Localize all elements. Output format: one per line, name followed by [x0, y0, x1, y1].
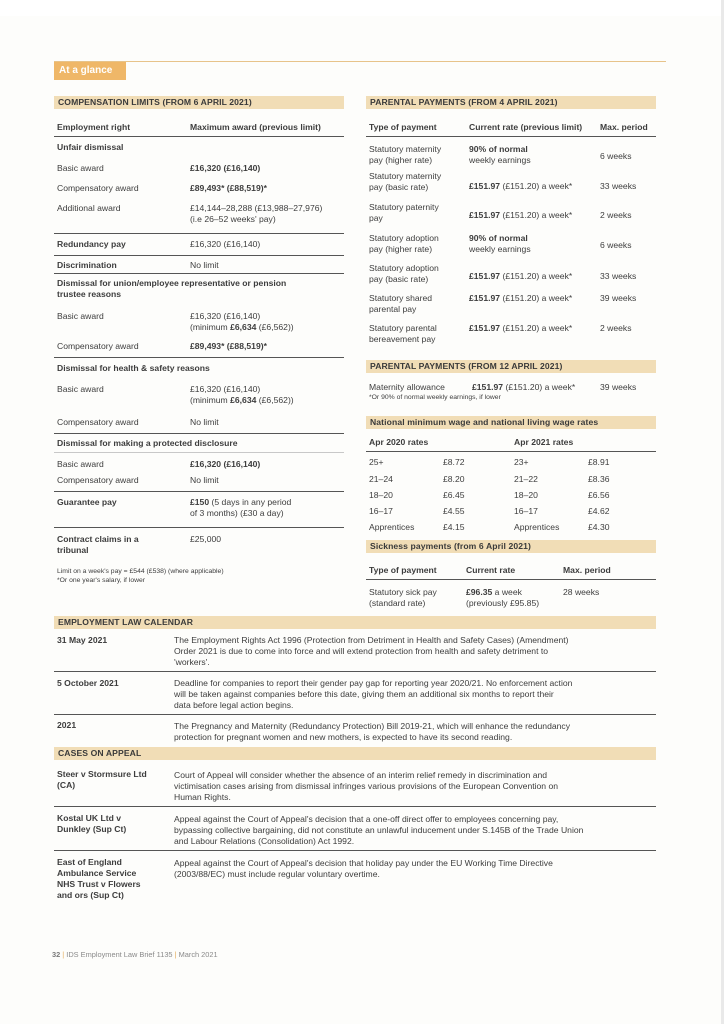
case-text-line3: Human Rights.: [174, 792, 231, 802]
badge-label: At a glance: [59, 65, 113, 76]
union-dismissal-title: Dismissal for union/employee representative or pension: [57, 278, 287, 288]
minwage-2020-rate: £6.45: [443, 490, 465, 500]
publication-name: IDS Employment Law Brief 1135: [66, 950, 173, 959]
ssp-rate: [466, 587, 522, 598]
rate-previous: (£151.20) a week*: [503, 382, 576, 392]
rule: [54, 273, 344, 274]
min-prefix: (minimum: [190, 395, 231, 405]
page-footer: [52, 950, 218, 959]
discrimination-value: No limit: [190, 260, 219, 270]
rule: [54, 671, 656, 672]
case-name: East of England: [57, 857, 122, 867]
ssp-period: 28 weeks: [563, 587, 600, 597]
rate-amount: £151.97: [469, 210, 501, 220]
parental-row-type: Statutory parental: [369, 323, 437, 333]
parental-row-type-line2: pay (higher rate): [369, 244, 433, 254]
sickness-col-type: Type of payment: [369, 565, 437, 575]
parental-row-rate-line2: weekly earnings: [469, 155, 531, 165]
pd-compensatory-label: Compensatory award: [57, 475, 139, 485]
rate-amount: £96.35: [466, 587, 493, 597]
discrimination-label: Discrimination: [57, 260, 117, 270]
ssp-rate-previous: (previously £95.85): [466, 598, 540, 608]
calendar-date: 2021: [57, 720, 77, 730]
rule: [54, 527, 344, 528]
calendar-text: The Pregnancy and Maternity (Redundancy Protection) Bill 2019-21, which will enhance the redundancy: [174, 721, 571, 731]
pd-basic-award-label: Basic award: [57, 459, 104, 469]
contract-claims-value: £25,000: [190, 534, 222, 544]
rate-amount: £151.97: [469, 323, 501, 333]
minwage-2021-rate: £4.62: [588, 506, 610, 516]
min-prefix: (minimum: [190, 322, 231, 332]
parental-col-rate: Current rate (previous limit): [469, 122, 583, 132]
hs-compensatory-label: Compensatory award: [57, 417, 139, 427]
pd-basic-award-value: £16,320 (£16,140): [190, 459, 261, 469]
parental-row-rate: [469, 210, 572, 221]
union-compensatory-label: Compensatory award: [57, 341, 139, 351]
rule: [366, 451, 656, 452]
parental-row-rate: [469, 233, 528, 244]
minwage-2021-age: 21–22: [514, 474, 538, 484]
parental-row-period: 33 weeks: [600, 271, 637, 281]
min-previous: (£6,562)): [256, 395, 294, 405]
parental-row-period: 33 weeks: [600, 181, 637, 191]
min-amount: £6,634: [230, 322, 257, 332]
minwage-2020-age: 21–24: [369, 474, 393, 484]
additional-award-value: £14,144–28,288 (£13,988–27,976): [190, 203, 323, 213]
hs-basic-award-label: Basic award: [57, 384, 104, 394]
rule: [54, 433, 344, 434]
parental-row-period: 2 weeks: [600, 323, 632, 333]
parental-col-type: Type of payment: [369, 122, 437, 132]
calendar-text-line2: Order 2021 is due to come into force and will extend protection from health and safety detriment to: [174, 646, 549, 656]
minwage-header-2021: Apr 2021 rates: [514, 437, 574, 447]
rule: [54, 255, 344, 256]
parental12-section-title: PARENTAL PAYMENTS (FROM 12 APRIL 2021): [366, 360, 656, 373]
case-text-line2: bypassing collective bargaining, did not constitute an unlawful inducement under S.145B of the Trade Union: [174, 825, 584, 835]
parental-row-type: Statutory shared: [369, 293, 433, 303]
case-text-line2: (2003/88/EC) must include regular voluntary overtime.: [174, 869, 380, 879]
issue-date: March 2021: [178, 950, 218, 959]
guarantee-pay-label: Guarantee pay: [57, 497, 117, 507]
sickness-col-rate: Current rate: [466, 565, 516, 575]
min-amount: £6,634: [230, 395, 257, 405]
min-previous: (£6,562)): [256, 322, 294, 332]
union-compensatory-value: £89,493* (£88,519)*: [190, 341, 267, 351]
parental-row-period: 39 weeks: [600, 293, 637, 303]
guarantee-pay-value: [190, 497, 291, 508]
minwage-2020-rate: £8.20: [443, 474, 465, 484]
rule: [54, 357, 344, 358]
rule: [54, 806, 656, 807]
minwage-2020-rate: £8.72: [443, 457, 465, 467]
redundancy-pay-label: Redundancy pay: [57, 239, 126, 249]
header-rule: [54, 61, 666, 62]
maternity-allowance-period: 39 weeks: [600, 382, 637, 392]
rate-previous: (£151.20) a week*: [500, 323, 573, 333]
maternity-allowance-label: Maternity allowance: [369, 382, 445, 392]
minwage-2020-age: 16–17: [369, 506, 393, 516]
calendar-section-title: EMPLOYMENT LAW CALENDAR: [54, 616, 656, 629]
union-dismissal-title-line2: trustee reasons: [57, 289, 122, 299]
minwage-2020-age: Apprentices: [369, 522, 415, 532]
guarantee-period: (5 days in any period: [209, 497, 292, 507]
hs-compensatory-value: No limit: [190, 417, 219, 427]
parental-row-rate: [469, 144, 528, 155]
parental-row-type-line2: pay (basic rate): [369, 182, 429, 192]
case-text: Appeal against the Court of Appeal's decision that a one-off direct offer to employees concerning pay,: [174, 814, 559, 824]
rate-amount: £151.97: [469, 293, 501, 303]
minwage-2021-age: 16–17: [514, 506, 538, 516]
parental-row-type: Statutory maternity: [369, 171, 442, 181]
parental-row-type: Statutory adoption: [369, 263, 439, 273]
calendar-text-line2: will be taken against companies before this date, giving them an additional six months to report their: [174, 689, 554, 699]
rate-amount: £151.97: [472, 382, 504, 392]
rate-line1: 90% of normal: [469, 144, 528, 154]
calendar-text: Deadline for companies to report their gender pay gap for reporting year 2020/21. No enforcement action: [174, 678, 573, 688]
union-basic-award-label: Basic award: [57, 311, 104, 321]
hs-dismissal-title: Dismissal for health & safety reasons: [57, 363, 210, 373]
parental-section-title: PARENTAL PAYMENTS (FROM 4 APRIL 2021): [366, 96, 656, 109]
parental-row-rate: [469, 293, 572, 304]
comp-col-header-right: Employment right: [57, 122, 131, 132]
salary-note: *Or one year's salary, if lower: [57, 577, 146, 584]
compensation-section-title: COMPENSATION LIMITS (FROM 6 APRIL 2021): [54, 96, 344, 109]
hs-basic-award-value: £16,320 (£16,140): [190, 384, 261, 394]
contract-claims-label: Contract claims in a: [57, 534, 139, 544]
minwage-2021-rate: £8.91: [588, 457, 610, 467]
rate-previous: (£151.20) a week*: [500, 181, 573, 191]
parental-row-type-line2: pay: [369, 213, 383, 223]
minwage-2020-rate: £4.55: [443, 506, 465, 516]
calendar-date: 31 May 2021: [57, 635, 108, 645]
hs-basic-award-minimum: [190, 395, 294, 406]
case-name-line2: (CA): [57, 780, 76, 790]
rule: [54, 452, 344, 453]
parental-row-type: Statutory maternity: [369, 144, 442, 154]
rate-amount: £151.97: [469, 181, 501, 191]
footer-separator: |: [174, 950, 177, 959]
minwage-2021-age: Apprentices: [514, 522, 560, 532]
redundancy-pay-value: £16,320 (£16,140): [190, 239, 261, 249]
calendar-text-line2: protection for pregnant women and new mothers, is expected to have its second reading.: [174, 732, 513, 742]
compensatory-award-label: Compensatory award: [57, 183, 139, 193]
unfair-dismissal-label: Unfair dismissal: [57, 142, 124, 152]
case-text: Appeal against the Court of Appeal's decision that holiday pay under the EU Working Time Directive: [174, 858, 553, 868]
case-name-line3: NHS Trust v Flowers: [57, 879, 141, 889]
guarantee-pay-value-line2: of 3 months) (£30 a day): [190, 508, 284, 518]
rule: [54, 136, 344, 137]
case-name: Kostal UK Ltd v: [57, 813, 121, 823]
guarantee-amount: £150: [190, 497, 210, 507]
sickness-section-title: Sickness payments (from 6 April 2021): [366, 540, 656, 553]
minwage-2021-rate: £6.56: [588, 490, 610, 500]
parental-row-type-line2: bereavement pay: [369, 334, 436, 344]
ssp-type: Statutory sick pay: [369, 587, 437, 597]
calendar-text: The Employment Rights Act 1996 (Protection from Detriment in Health and Safety Cases) (Amendment): [174, 635, 569, 645]
rule: [54, 491, 344, 492]
rule: [54, 714, 656, 715]
parental-col-period: Max. period: [600, 122, 648, 132]
at-a-glance-badge: [54, 62, 126, 80]
weeks-pay-limit-note: Limit on a week's pay = £544 (£538) (where applicable): [57, 568, 224, 575]
minwage-section-title: National minimum wage and national living wage rates: [366, 416, 656, 429]
minwage-header-2020: Apr 2020 rates: [369, 437, 429, 447]
rate-previous: (£151.20) a week*: [500, 210, 573, 220]
minwage-2020-age: 18–20: [369, 490, 393, 500]
basic-award-label: Basic award: [57, 163, 104, 173]
parental-row-type-line2: pay (higher rate): [369, 155, 433, 165]
parental-row-period: 6 weeks: [600, 151, 632, 161]
calendar-text-line3: 'workers'.: [174, 657, 210, 667]
basic-award-value: £16,320 (£16,140): [190, 163, 261, 173]
footer-separator: |: [62, 950, 65, 959]
parental-row-rate-line2: weekly earnings: [469, 244, 531, 254]
parental-row-type-line2: pay (basic rate): [369, 274, 429, 284]
ssp-type-line2: (standard rate): [369, 598, 426, 608]
case-name-line4: and ors (Sup Ct): [57, 890, 124, 900]
parental-row-rate: [469, 181, 572, 192]
union-basic-award-value: £16,320 (£16,140): [190, 311, 261, 321]
minwage-2021-rate: £8.36: [588, 474, 610, 484]
rule: [366, 136, 656, 137]
maternity-allowance-rate: [472, 382, 575, 393]
rate-unit: a week: [492, 587, 522, 597]
parental-row-type-line2: parental pay: [369, 304, 417, 314]
rate-previous: (£151.20) a week*: [500, 271, 573, 281]
case-text-line2: victimisation cases arising from dismissal infringes various provisions of the European Convention on: [174, 781, 559, 791]
minwage-2021-rate: £4.30: [588, 522, 610, 532]
calendar-date: 5 October 2021: [57, 678, 119, 688]
rule: [54, 233, 344, 234]
rule: [54, 850, 656, 851]
sickness-col-period: Max. period: [563, 565, 611, 575]
additional-award-label: Additional award: [57, 203, 121, 213]
scan-top-margin: [0, 0, 724, 16]
case-text-line3: and Labour Relations (Consolidation) Act 1992.: [174, 836, 355, 846]
minwage-2020-rate: £4.15: [443, 522, 465, 532]
minwage-2021-age: 18–20: [514, 490, 538, 500]
calendar-text-line3: data before legal action begins.: [174, 700, 294, 710]
parental-row-period: 2 weeks: [600, 210, 632, 220]
parental-row-type: Statutory adoption: [369, 233, 439, 243]
pd-compensatory-value: No limit: [190, 475, 219, 485]
case-name: Steer v Stormsure Ltd: [57, 769, 147, 779]
rate-previous: (£151.20) a week*: [500, 293, 573, 303]
parental-row-type: Statutory paternity: [369, 202, 439, 212]
cases-section-title: CASES ON APPEAL: [54, 747, 656, 760]
minwage-2020-age: 25+: [369, 457, 384, 467]
rate-amount: £151.97: [469, 271, 501, 281]
compensatory-award-value: £89,493* (£88,519)*: [190, 183, 267, 193]
minwage-2021-age: 23+: [514, 457, 529, 467]
parental-row-rate: [469, 271, 572, 282]
rate-line1: 90% of normal: [469, 233, 528, 243]
additional-award-note: (i.e 26–52 weeks' pay): [190, 214, 276, 224]
union-basic-award-minimum: [190, 322, 294, 333]
parental-row-rate: [469, 323, 572, 334]
case-name-line2: Ambulance Service: [57, 868, 137, 878]
case-name-line2: Dunkley (Sup Ct): [57, 824, 127, 834]
page-number: 32: [52, 950, 61, 959]
parental-row-period: 6 weeks: [600, 240, 632, 250]
rule: [366, 579, 656, 580]
case-text: Court of Appeal will consider whether the absence of an interim relief remedy in discrimination and: [174, 770, 548, 780]
pd-dismissal-title: Dismissal for making a protected disclosure: [57, 438, 238, 448]
maternity-allowance-note: *Or 90% of normal weekly earnings, if lower: [369, 394, 501, 401]
comp-col-header-award: Maximum award (previous limit): [190, 122, 321, 132]
contract-claims-label-line2: tribunal: [57, 545, 89, 555]
